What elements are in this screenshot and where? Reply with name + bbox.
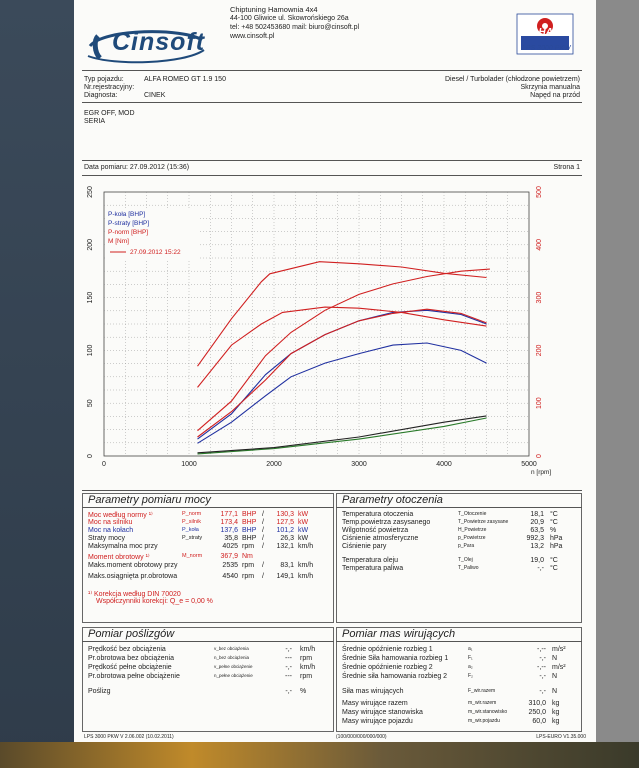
background-bottom — [0, 742, 639, 768]
slip-row-symbol: v_pełne obciążenie — [214, 664, 253, 669]
mass-row-unit: m/s² — [552, 664, 566, 671]
power-row2-value-kmh: 83,1 — [280, 562, 294, 569]
slip-title-rule — [82, 641, 334, 642]
logo-wordmark: Cinsoft — [112, 28, 206, 56]
x-tick-label: 3000 — [351, 461, 367, 468]
power-params-title: Parametry pomiaru mocy — [88, 494, 211, 506]
mass-row-label: Średnie opóźnienie rozbieg 2 — [342, 664, 433, 671]
legend-entry: M [Nm] — [108, 238, 129, 245]
slip-row-unit: rpm — [300, 655, 313, 662]
x-tick-label: 1000 — [181, 461, 197, 468]
note-line-2: SERIA — [84, 118, 106, 125]
power-row-value-kw: 101,2 — [276, 527, 294, 534]
y-right-tick-label: 200 — [536, 344, 543, 357]
env-row-label: Temperatura oleju — [342, 557, 399, 564]
slip-row-value: -,- — [285, 646, 292, 653]
correction-factor: Współczynniki korekcji: Q_e = 0,00 % — [96, 598, 213, 605]
torque-value: 367,9 — [220, 553, 238, 560]
mass-title-rule — [336, 641, 582, 642]
mass-row-unit: N — [552, 655, 558, 662]
env-row-value: 13,2 — [530, 543, 544, 550]
slip-row-value: --- — [285, 655, 292, 662]
company-web: www.cinsoft.pl — [230, 33, 275, 40]
mass-row-value: -,-- — [537, 646, 546, 653]
power-row-label: Moc według normy ¹⁾ — [88, 512, 153, 519]
power-row-label: Maksymalna moc przy — [88, 543, 158, 550]
env-row-unit: °C — [550, 565, 558, 572]
mass-row-value: -,- — [539, 688, 546, 695]
engine-type: Diesel / Turbolader (chłodzone powietrzem) — [444, 76, 580, 83]
power-row-unit-kw: kW — [298, 535, 309, 542]
power-row-unit-bhp: BHP — [242, 519, 257, 526]
x-axis-label: n [rpm] — [531, 469, 552, 476]
footer-left: LPS 3000 PKW V 2.06.002 (10.02.2011) — [84, 734, 174, 740]
power-row-separator: / — [262, 511, 264, 518]
env-row-unit: °C — [550, 511, 558, 518]
env-row-unit: % — [550, 527, 557, 534]
page-number: Strona 1 — [553, 164, 580, 171]
y-left-tick-label: 200 — [87, 238, 94, 251]
power-row2-label: Maks.moment obrotowy przy — [88, 562, 178, 569]
power-row2-separator: / — [262, 562, 264, 569]
slip-row-value: -,- — [285, 664, 292, 671]
legend-entry: P-norm [BHP] — [108, 229, 149, 236]
power-row-separator: / — [262, 527, 264, 534]
y-right-tick-label: 400 — [536, 238, 543, 251]
mass-row-unit: m/s² — [552, 646, 566, 653]
company-address: 44-100 Gliwice ul. Skowrońskiego 26a — [230, 15, 349, 22]
legend-date: 27.09.2012 15:22 — [130, 249, 181, 256]
slip-row-unit: % — [300, 688, 307, 695]
legend-entry: P-koła [BHP] — [108, 211, 146, 218]
env-row-value: 992,3 — [526, 535, 544, 542]
mass-row-label: Siła mas wirujących — [342, 688, 404, 695]
mass-row-label: Masy wirujące razem — [342, 700, 408, 707]
torque-symbol: M_norm — [182, 553, 203, 559]
torque-label: Moment obrotowy ¹⁾ — [88, 554, 150, 561]
series-line-4 — [198, 343, 487, 443]
slip-row-unit: km/h — [300, 646, 316, 653]
power-row-unit-bhp: rpm — [242, 543, 255, 550]
power-row-separator: / — [262, 519, 264, 526]
note-line-1: EGR OFF, MOD — [84, 110, 135, 117]
power-row-separator: / — [262, 535, 264, 542]
slip-row-value: --- — [285, 673, 292, 680]
mass-row-value: 250,0 — [528, 709, 546, 716]
vehicle-type-label: Typ pojazdu: — [84, 76, 124, 83]
background-right — [594, 0, 639, 768]
power-torque-chart — [74, 178, 596, 488]
mass-row-symbol: a₂ — [468, 664, 473, 670]
mass-row-label: Średnie opóźnienie rozbieg 1 — [342, 646, 433, 653]
mass-title: Pomiar mas wirujących — [342, 628, 456, 640]
slip-row-label: Prędkość bez obciążenia — [88, 646, 166, 653]
power-row-separator: / — [262, 543, 264, 550]
mass-row-unit: N — [552, 673, 558, 680]
env-row-symbol: H_Powietrze — [458, 527, 487, 533]
power-row2-value-kmh: 149,1 — [276, 573, 294, 580]
y-right-tick-label: 500 — [536, 186, 543, 198]
slip-title: Pomiar poślizgów — [88, 628, 175, 640]
legend-entry: P-straty [BHP] — [108, 220, 150, 227]
mass-row-label: Masy wirujące pojazdu — [342, 718, 413, 725]
x-tick-label: 2000 — [266, 461, 282, 468]
power-row-value-bhp: 177,1 — [220, 511, 238, 518]
power-row-unit-bhp: BHP — [242, 535, 257, 542]
env-row-symbol: T_Olej — [458, 557, 473, 563]
y-left-tick-label: 250 — [87, 186, 94, 198]
mass-row-unit: kg — [552, 700, 560, 707]
env-row-unit: °C — [550, 557, 558, 564]
power-row-unit-bhp: BHP — [242, 527, 257, 534]
footer-right: LPS-EURO V1.35.000 — [536, 734, 586, 740]
diagnostician-label: Diagnosta: — [84, 92, 118, 99]
env-row-symbol: T_Powietrze zasysane — [458, 519, 509, 525]
power-row-value-kw: 127,5 — [276, 519, 294, 526]
power-row-label: Moc na kołach — [88, 527, 134, 534]
power-row-unit-kw: kW — [298, 511, 309, 518]
power-row-value-bhp: 173,4 — [220, 519, 238, 526]
y-left-tick-label: 100 — [87, 344, 94, 357]
slip-row-symbol: n_bez obciążenia — [214, 655, 250, 660]
y-left-tick-label: 0 — [87, 454, 94, 458]
power-row2-label: Maks.osiągnięta pr.obrotowa — [88, 573, 178, 580]
measure-date: Data pomiaru: 27.09.2012 (15:36) — [84, 164, 190, 171]
power-row2-value-rpm: 4540 — [222, 573, 238, 580]
power-row-symbol: P_silnik — [182, 519, 201, 525]
env-row-label: Temp.powietrza zasysanego — [342, 519, 431, 526]
power-row-symbol: P_straty — [182, 535, 203, 541]
slip-row-value: -,- — [285, 688, 292, 695]
power-row2-value-rpm: 2535 — [222, 562, 238, 569]
slip-row-unit: rpm — [300, 673, 313, 680]
x-tick-label: 4000 — [436, 461, 452, 468]
env-row-value: -,- — [537, 565, 544, 572]
power-row2-separator: / — [262, 573, 264, 580]
power-row2-unit-rpm: rpm — [242, 562, 255, 569]
diagnostician-value: CINEK — [144, 92, 166, 99]
maha-logo-text: MAHA — [523, 27, 553, 38]
chart-divider — [82, 490, 582, 491]
series-line-3 — [198, 309, 487, 437]
env-row-label: Temperatura paliwa — [342, 565, 404, 572]
env-row-symbol: T_Otoczenie — [458, 511, 487, 517]
vehicle-type-value: ALFA ROMEO GT 1.9 150 — [144, 76, 226, 83]
power-row-value-bhp: 35,8 — [224, 535, 238, 542]
mass-row-unit: kg — [552, 709, 560, 716]
env-row-value: 63,5 — [530, 527, 544, 534]
env-row-value: 19,0 — [530, 557, 544, 564]
series-line-6 — [198, 418, 487, 454]
env-row-label: Ciśnienie pary — [342, 543, 387, 550]
mass-row-label: Średnie siła hamowania rozbieg 2 — [342, 673, 448, 680]
mass-row-symbol: a₁ — [468, 646, 473, 652]
slip-row-symbol: n_pełne obciążenie — [214, 673, 253, 678]
power-row-value-kw: 132,1 — [276, 543, 294, 550]
date-divider — [82, 175, 582, 176]
env-row-unit: hPa — [550, 535, 563, 542]
company-contact: tel: +48 502453680 mail: biuro@cinsoft.pl — [230, 24, 360, 31]
mass-row-symbol: F₁ — [468, 655, 473, 661]
x-tick-label: 5000 — [521, 461, 537, 468]
footer-mid: (100/000/000/000/000) — [336, 734, 387, 740]
x-tick-label: 0 — [102, 461, 106, 468]
env-row-value: 18,1 — [530, 511, 544, 518]
mass-row-label: Średnie Siła hamowania rozbieg 1 — [342, 655, 449, 662]
series-line-5 — [198, 307, 487, 387]
power-row-label: Moc na silniku — [88, 519, 133, 526]
slip-row-symbol: v_bez obciążenia — [214, 646, 249, 651]
mass-row-value: -,-- — [537, 664, 546, 671]
vehicle-reg-label: Nr.rejestracyjny: — [84, 84, 135, 91]
slip-row-label: Poślizg — [88, 688, 111, 695]
correction-standard: ¹⁾ Korekcja według DIN 70020 — [88, 591, 181, 598]
gearbox-type: Skrzynia manualna — [520, 84, 580, 91]
series-line-1 — [198, 310, 487, 439]
power-row2-unit-kmh: km/h — [298, 573, 314, 580]
dyno-report-page — [74, 0, 596, 742]
env-row-label: Wilgotność powietrza — [342, 527, 409, 534]
power-row-value-kw: 130,3 — [276, 511, 294, 518]
header-divider — [82, 70, 582, 71]
y-left-tick-label: 50 — [87, 399, 94, 408]
power-row2-unit-kmh: km/h — [298, 562, 314, 569]
maha-logo — [512, 12, 578, 66]
mass-row-symbol: F_wir.razem — [468, 688, 496, 694]
drive-type: Napęd na przód — [530, 92, 580, 99]
mass-row-unit: kg — [552, 718, 560, 725]
power-row-symbol: P_koła — [182, 527, 199, 533]
env-params-title: Parametry otoczenia — [342, 494, 443, 506]
power-row2-unit-rpm: rpm — [242, 573, 255, 580]
mass-row-label: Masy wirujące stanowiska — [342, 709, 423, 716]
mass-row-value: 310,0 — [528, 700, 546, 707]
env-row-label: Temperatura otoczenia — [342, 511, 414, 518]
power-row-unit-kw: kW — [298, 519, 309, 526]
y-right-tick-label: 300 — [536, 291, 543, 304]
y-left-tick-label: 150 — [87, 291, 94, 304]
power-row-value-bhp: 4025 — [222, 543, 238, 550]
maha-model: LPS 3000 PKW — [522, 45, 571, 52]
env-row-unit: hPa — [550, 543, 563, 550]
power-row-unit-kw: km/h — [298, 543, 314, 550]
slip-row-label: Prędkość pełne obciążenie — [88, 664, 172, 671]
slip-row-unit: km/h — [300, 664, 316, 671]
mass-row-value: 60,0 — [532, 718, 546, 725]
power-row-unit-kw: kW — [298, 527, 309, 534]
env-row-value: 20,9 — [530, 519, 544, 526]
power-row-value-bhp: 137,6 — [220, 527, 238, 534]
mass-row-symbol: m_wir.razem — [468, 700, 497, 706]
env-row-symbol: T_Paliwo — [458, 565, 479, 571]
series-line-0 — [198, 269, 490, 431]
power-row-unit-bhp: BHP — [242, 511, 257, 518]
power-row-label: Straty mocy — [88, 535, 125, 542]
env-row-symbol: p_Powietrze — [458, 535, 486, 541]
power-row-symbol: P_norm — [182, 511, 202, 517]
info-divider — [82, 102, 582, 103]
y-right-tick-label: 0 — [536, 454, 543, 458]
company-name: Chiptuning Hamownia 4x4 — [230, 5, 318, 14]
mass-row-value: -,- — [539, 655, 546, 662]
env-row-symbol: p_Para — [458, 543, 475, 549]
torque-unit: Nm — [242, 553, 253, 560]
env-row-unit: °C — [550, 519, 558, 526]
power-params-title-rule — [82, 507, 334, 508]
background-left — [0, 0, 74, 768]
env-row-label: Ciśnienie atmosferyczne — [342, 535, 419, 542]
mass-row-symbol: m_wir.stanowisko — [468, 709, 508, 715]
mass-row-symbol: m_wir.pojazdu — [468, 718, 500, 724]
slip-row-label: Pr.obrotowa bez obciążenia — [88, 655, 174, 662]
mass-row-symbol: F₂ — [468, 673, 473, 679]
mass-row-unit: N — [552, 688, 558, 695]
notes-divider — [82, 160, 582, 161]
env-params-title-rule — [336, 507, 582, 508]
power-row-value-kw: 26,3 — [280, 535, 294, 542]
y-right-tick-label: 100 — [536, 397, 543, 410]
series-line-7 — [198, 416, 487, 453]
slip-row-label: Pr.obrotowa pełne obciążenie — [88, 673, 180, 680]
mass-row-value: -,- — [539, 673, 546, 680]
